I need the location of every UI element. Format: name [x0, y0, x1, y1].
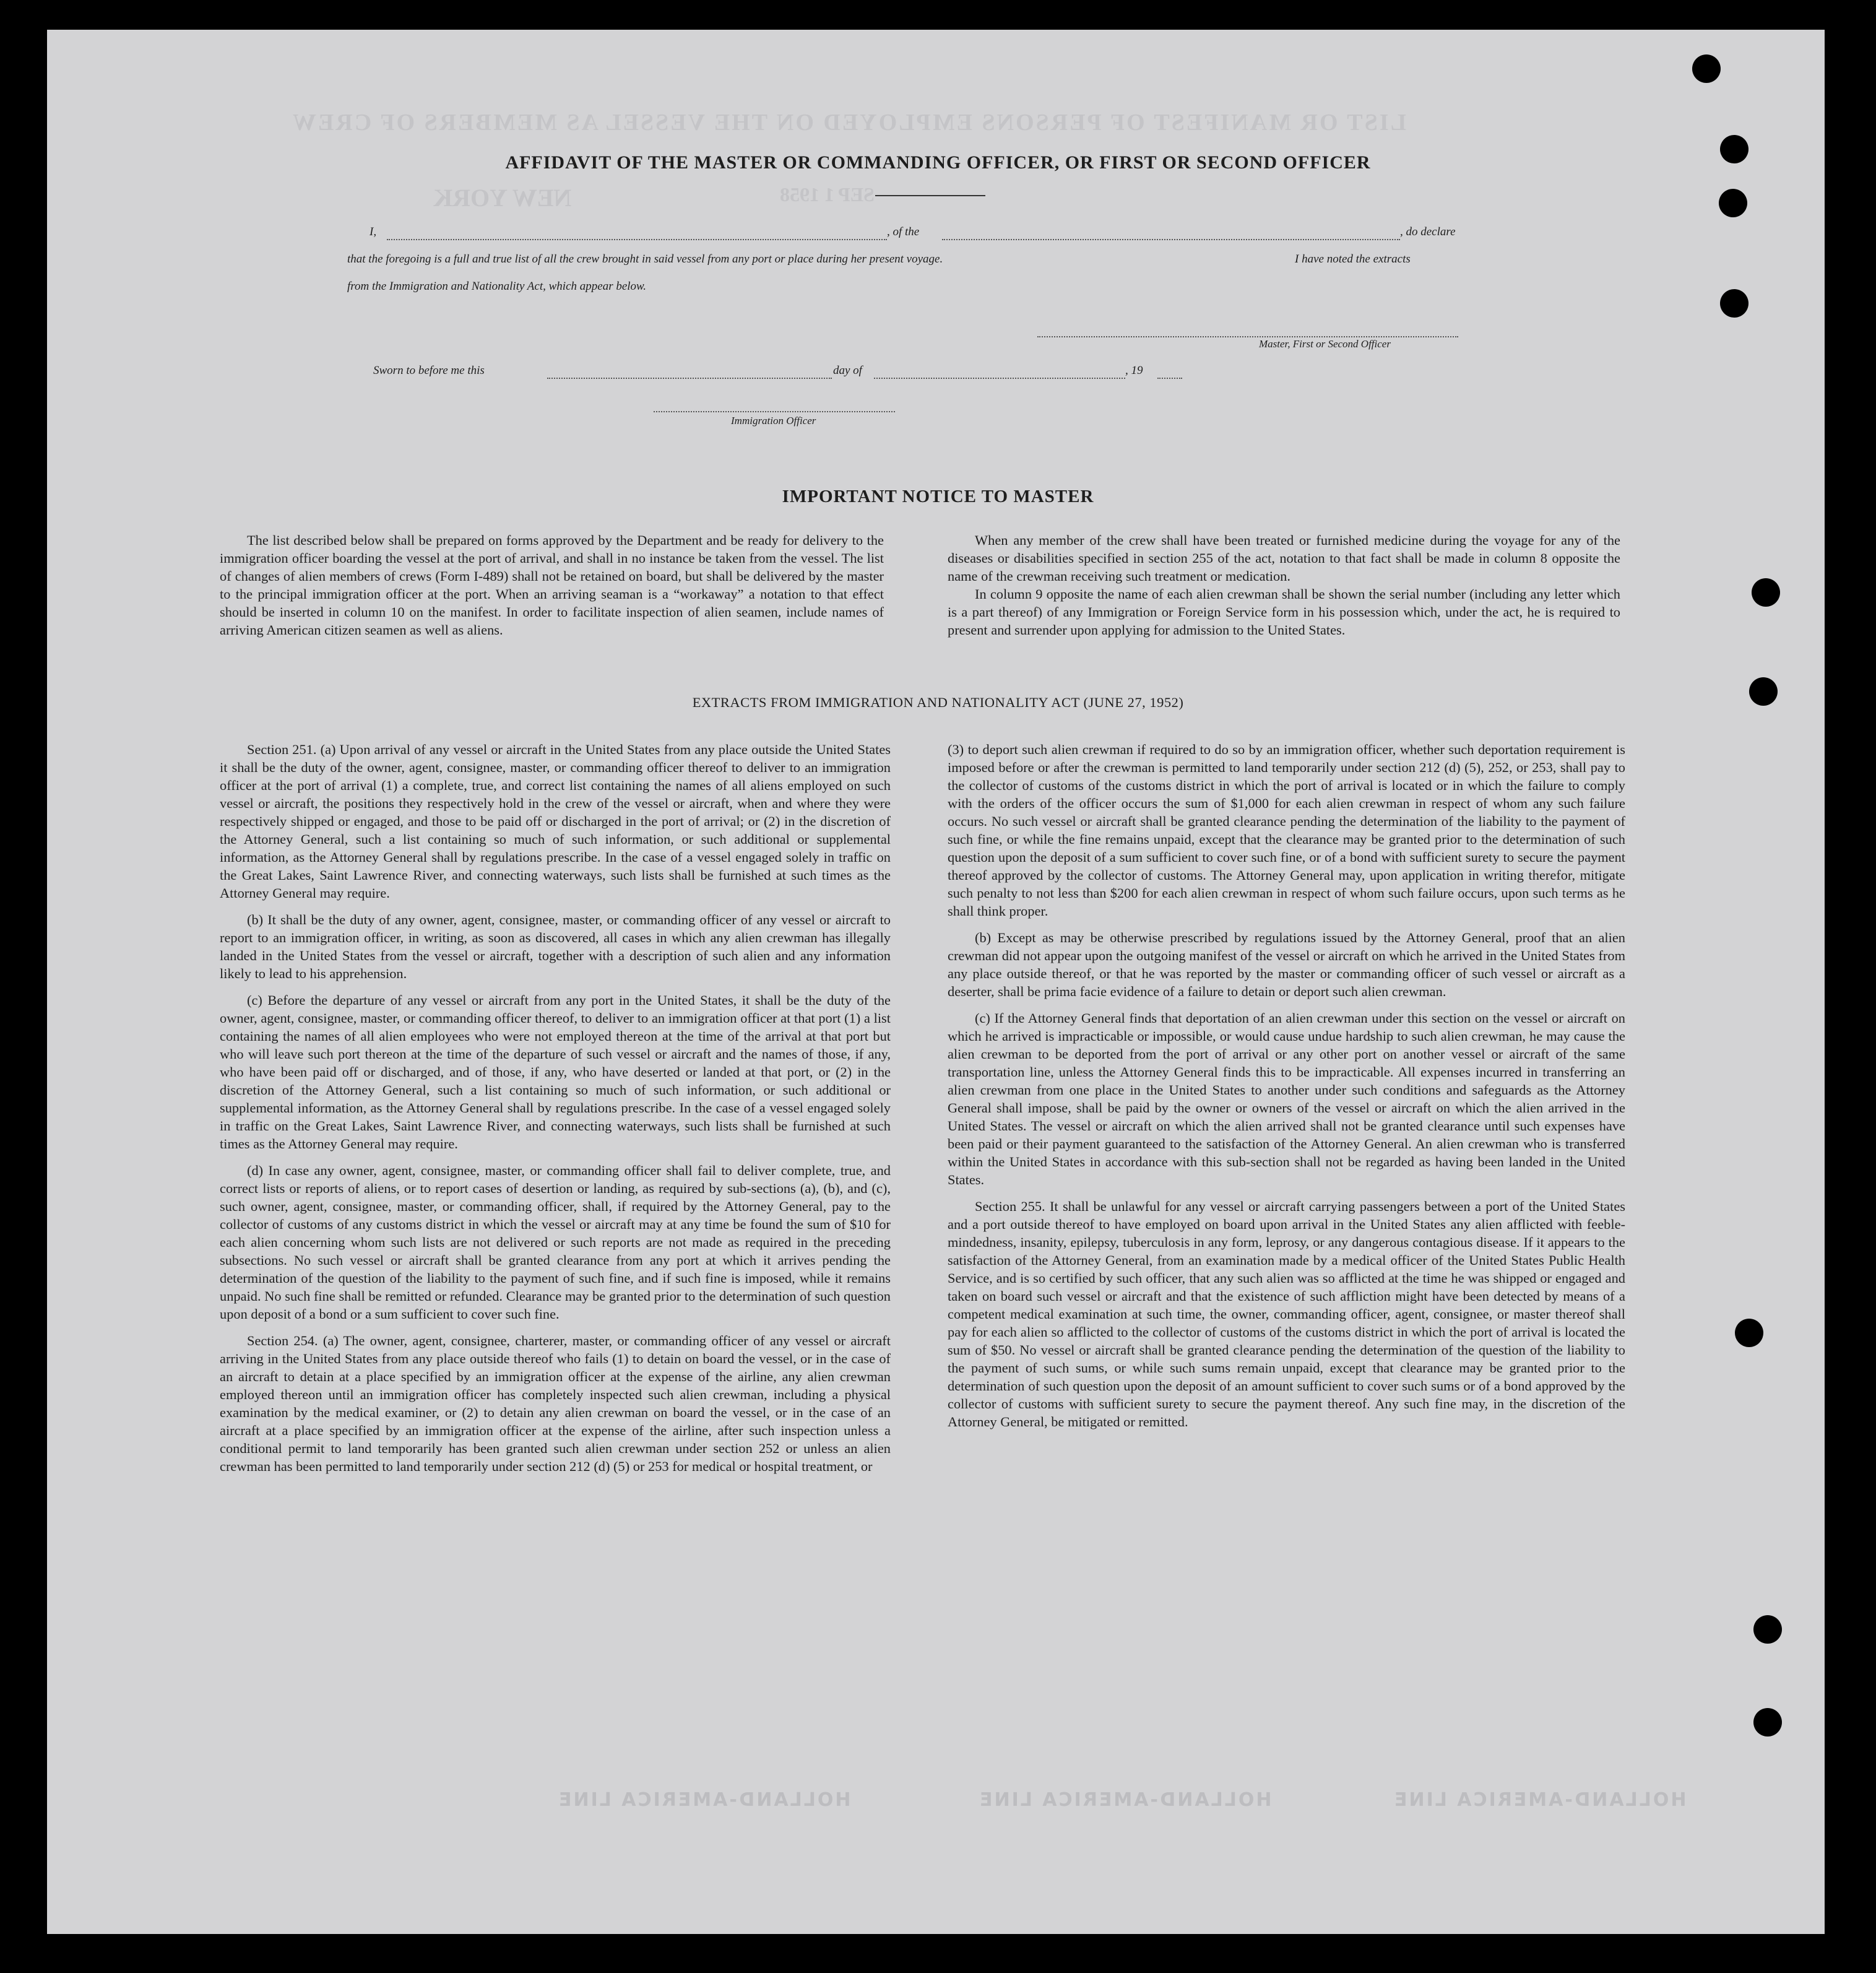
year-label: , 19 [1125, 364, 1143, 377]
punch-hole [1753, 1615, 1782, 1644]
immigration-officer-caption: Immigration Officer [731, 415, 816, 427]
sworn-month-field[interactable] [874, 378, 1125, 379]
affidavit-of-the-label: , of the [887, 225, 920, 238]
extract-paragraph: Section 254. (a) The owner, agent, consignee, charterer, master, or commanding officer of any vessel or aircraft arriving in the United States from any place outside thereof who fails (1) to detain on board the vessel, or in the case of an aircraft to detain at a place specified by an immigration officer at the expense of the airline, any alien crewman employed thereon until an immigration officer has completely inspected such alien crewman, including a physical examination by the medical examiner, or (2) to detain any alien crewman on board the vessel, or in the case of an aircraft at a place specified by an immigration officer at the expense of the airline, after such inspection unless a conditional permit to land temporarily has been granted such alien crewman under section 252 or unless an alien crewman has been permitted to land temporarily under section 212 (d) (5) or 253 for medical or hospital treatment, or [220, 1333, 891, 1474]
bleed-through-date: SEP 1 1958 [780, 183, 875, 206]
sworn-label: Sworn to before me this [373, 364, 485, 377]
title-rule [875, 195, 985, 196]
master-signature-caption: Master, First or Second Officer [1259, 338, 1391, 350]
punch-hole [1692, 54, 1721, 83]
holland-america-stamp: HOLLAND-AMERICA LINE [1393, 1789, 1687, 1811]
notice-paragraph: In column 9 opposite the name of each alien crewman shall be shown the serial number (including any letter which is a part thereof) of any Immigration or Foreign Service form in his possession which, under the act, he is required to present and surrender upon applying for admission to the United States. [948, 586, 1620, 638]
affidavit-line-2: that the foregoing is a full and true list of all the crew brought in said vessel from any port or place during her present voyage. [347, 253, 943, 266]
extract-paragraph: (d) In case any owner, agent, consignee, master, or commanding officer shall fail to deliver complete, true, and correct lists or reports of aliens, or to report cases of desertion or landing, as required by sub-sections (a), (b), and (c), such owner, agent, consignee, master, or commanding officer, shall, if required by the Attorney General, pay to the collector of customs of any customs district in which the vessel or aircraft may at any time be found the sum of $10 for each alien concerning whom such lists are not delivered or such reports are not made as required in the preceding subsections. No such vessel or aircraft shall be granted clearance from any port at which it arrives pending the determination of the question of the liability to the payment of such fine, and if such fine is imposed, while it remains unpaid. No such fine shall be remitted or refunded. Clearance may be granted prior to the determination of such question upon deposit of a bond or a sum sufficient to cover such fine. [220, 1163, 891, 1322]
master-name-field[interactable] [387, 239, 887, 240]
holland-america-stamp: HOLLAND-AMERICA LINE [978, 1789, 1272, 1811]
notice-paragraph: The list described below shall be prepared on forms approved by the Department and be ready for delivery to the immigration officer boarding the vessel at the port of arrival, and shall in no instance be taken from the vessel. The list of changes of alien members of crews (Form I-489) shall not be retained on board, but shall be delivered by the master to the principal immigration officer at the port. When an arriving seaman is a “workaway” a notation to that effect should be inserted in column 10 on the manifest. In order to facilitate inspection of alien seamen, include names of arriving American citizen seamen as well as aliens. [220, 532, 884, 638]
punch-hole [1752, 578, 1780, 607]
notice-right-column [948, 531, 1620, 648]
extract-paragraph: Section 255. It shall be unlawful for any vessel or aircraft carrying passengers between a port of the United States and a port outside thereof to have employed on board upon arrival in the United States any alien afflicted with feeble-mindedness, insanity, epilepsy, tuberculosis in any form, leprosy, or any dangerous contagious disease. If it appears to the satisfaction of the Attorney General, from an examination made by a medical officer of the United States Public Health Service, and is so certified by such officer, that any such alien was so afflicted at the time he was shipped or engaged and taken on board such vessel or aircraft and that the existence of such affliction might have been detected by means of a competent medical examination at such time, the owner, commanding officer, agent, consignee, or master thereof shall pay for each alien so afflicted to the collector of customs of the customs district in which the port of arrival is located the sum of $50. No vessel or aircraft shall be granted clearance pending the determination of the question of the liability to the payment of such sums, or while such sums remain unpaid, except that clearance may be granted prior to the determination of such question upon the deposit of an amount sufficient to cover such sums or of a bond approved by the collector of customs with sufficient surety to secure the payment thereof. Any such fine may, in the discretion of the Attorney General, be mitigated or remitted. [948, 1199, 1625, 1429]
extract-paragraph: (b) Except as may be otherwise prescribed by regulations issued by the Attorney General, proof that an alien crewman did not appear upon the outgoing manifest of the vessel or aircraft on which he arrived in the United States from any place outside thereof, or that he was reported by the master or commanding officer of such vessel or aircraft as a deserter, shall be prima facie evidence of a failure to detain or deport such alien crewman. [948, 930, 1625, 999]
holland-america-stamp: HOLLAND-AMERICA LINE [557, 1789, 851, 1811]
immigration-officer-signature-line[interactable] [654, 411, 895, 412]
notice-paragraph: When any member of the crew shall have been treated or furnished medicine during the voyage for any of the diseases or disabilities specified in section 255 of the act, notation to that fact shall be made in column 8 opposite the name of the crewman receiving such treatment or medication. [948, 532, 1620, 584]
extracts-left-column [220, 740, 891, 1484]
extracts-right-column [948, 740, 1625, 1439]
extract-paragraph: (c) If the Attorney General finds that deportation of an alien crewman under this section on the vessel or aircraft on which he arrived is impracticable or impossible, or would cause undue hardship to such alien crewman, he may cause the alien crewman to be deported from the port of arrival or any other port on another vessel or aircraft of the same transportation line, unless the Attorney General finds this to be impracticable. All expenses incurred in transferring an alien crewman from one place in the United States to another under such conditions and safeguards as the Attorney General shall impose, shall be paid by the owner or owners of the vessel or aircraft on which the alien arrived in the United States. The vessel or aircraft on which the alien arrived shall not be granted clearance until such expenses have been paid or their payment guaranteed to the satisfaction of the Attorney General. An alien crewman who is transferred within the United States in accordance with this sub-section shall not be regarded as having been landed in the United States. [948, 1010, 1625, 1187]
extracts-title: EXTRACTS FROM IMMIGRATION AND NATIONALITY ACT (JUNE 27, 1952) [692, 695, 1184, 710]
extract-paragraph: (c) Before the departure of any vessel or aircraft from any port in the United States, it shall be the duty of the owner, agent, consignee, master, or commanding officer thereof, to deliver to an immigration officer at that port (1) a list containing the names of all alien employees who were not employed thereon at the time of the arrival at that port but who will leave such port thereon at the time of the departure of such vessel or aircraft and the names of those, if any, who have been paid off or discharged, and of those, if any, who have deserted or landed at that port, or (2) in the discretion of the Attorney General, such a list containing so much of such information, or such additional or supplemental information, as the Attorney General shall by regulations prescribe. In the case of a vessel engaged solely in traffic on the Great Lakes, Saint Lawrence River, and connecting waterways, such lists shall be furnished at such times as the Attorney General may require. [220, 992, 891, 1151]
affidavit-declare-label: , do declare [1400, 225, 1456, 238]
bleed-through-header: LIST OR MANIFEST OF PERSONS EMPLOYED ON THE VESSEL AS MEMBERS OF CREW [291, 110, 1406, 136]
master-signature-line[interactable] [1037, 336, 1458, 337]
notice-title: IMPORTANT NOTICE TO MASTER [782, 487, 1094, 506]
affidavit-line-2-extracts: I have noted the extracts [1295, 253, 1411, 266]
punch-hole [1719, 189, 1747, 217]
sworn-day-field[interactable] [547, 378, 832, 379]
punch-hole [1720, 289, 1748, 318]
extract-paragraph: (3) to deport such alien crewman if required to do so by an immigration officer, whether such deportation requirement is imposed before or after the crewman is permitted to land temporarily under section 212 (d) (5), 252, or 253, shall pay to the collector of customs of the customs district in which the port of arrival is located or in which the failure to comply with the orders of the officer occurs the sum of $1,000 for each alien crewman in respect of whom any such failure occurs. No such vessel or aircraft shall be granted clearance pending the determination of the liability to the payment of such fine, or while the fine remains unpaid, except that the clearance may be granted prior to the determination of such question upon the deposit of a sum sufficient to cover such fine, or of a bond with sufficient surety to secure the payment thereof approved by the collector of customs. The Attorney General may, upon application in writing therefor, mitigate such penalty to not less than $200 for each alien crewman in respect of whom such failure occurs, upon such terms as he shall think proper. [948, 742, 1625, 919]
bleed-through-port: NEW YORK [433, 184, 572, 212]
notice-left-column [220, 531, 884, 648]
sworn-year-field[interactable] [1157, 378, 1182, 379]
affidavit-title: AFFIDAVIT OF THE MASTER OR COMMANDING OFFICER, OR FIRST OR SECOND OFFICER [505, 152, 1371, 173]
affidavit-i-label: I, [370, 225, 377, 238]
extract-paragraph: (b) It shall be the duty of any owner, agent, consignee, master, or commanding officer of any vessel or aircraft to report to an immigration officer, in writing, as soon as discovered, all cases in which any alien crewman has illegally landed in the United States from the vessel or aircraft, together with a description of such alien and any information likely to lead to his apprehension. [220, 912, 891, 981]
extract-paragraph: Section 251. (a) Upon arrival of any vessel or aircraft in the United States from any place outside the United States it shall be the duty of the owner, agent, consignee, master, or commanding officer thereof to deliver to an immigration officer at the port of arrival (1) a complete, true, and correct list containing the names of all aliens employed on such vessel or aircraft, the positions they respectively hold in the crew of the vessel or aircraft, when and where they were respectively shipped or engaged, and those to be paid off or discharged in the port of arrival; or (2) in the discretion of the Attorney General, such a list containing so much of such information, or such additional or supplemental information, as the Attorney General shall by regulations prescribe. In the case of a vessel engaged solely in traffic on the Great Lakes, Saint Lawrence River, and connecting waterways, such lists shall be furnished at such times as the Attorney General may require. [220, 742, 891, 901]
affidavit-line-3: from the Immigration and Nationality Act, which appear below. [347, 280, 647, 293]
day-of-label: day of [833, 364, 862, 377]
vessel-name-field[interactable] [942, 239, 1400, 240]
punch-hole [1753, 1708, 1782, 1737]
punch-hole [1735, 1319, 1763, 1347]
